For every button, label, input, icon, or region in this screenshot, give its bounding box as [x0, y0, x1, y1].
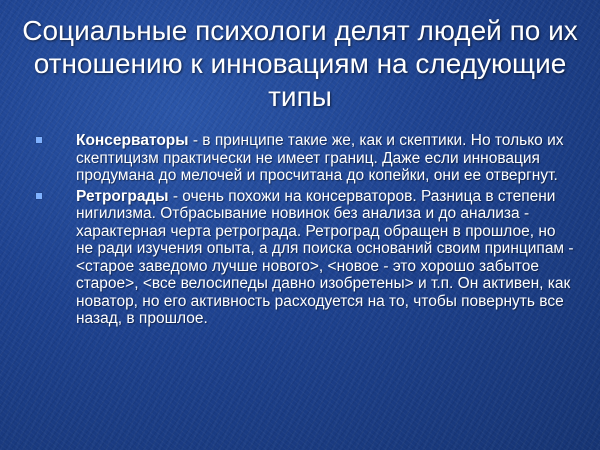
- square-bullet-icon: [36, 137, 42, 143]
- slide-title: Социальные психологи делят людей по их отношению к инновациям на следующие типы: [22, 15, 578, 112]
- term-retrogrades: Ретрограды: [76, 187, 169, 205]
- term-conservatives: Консерваторы: [76, 132, 189, 149]
- description-retrogrades: - очень похожи на консерваторов. Разница в степени нигилизма. Отбрасывание новинок без анализа и до анализа - характерная черта ретроградa. Ретроград обращен в прошлое, но не ради изучения опыта, а для поиска оснований своим принципам - <старое заведомо лучше нового>, <новое - это хорошо забытое старое>, <все велосипеды давно изобретены> и т.п. Он активен, как новатор, но его активность расходуется на то, чтобы повернуть все назад, в прошлое.: [76, 187, 574, 327]
- bullet-list: [36, 132, 576, 331]
- description-conservatives: - в принципе такие же, как и скептики. Но только их скептицизм практически не имеет границ. Даже если инновация продумана до мелочей и просчитана до копейки, они ее отвергнут.: [76, 132, 564, 184]
- list-item-retrogrades: [36, 188, 576, 328]
- list-item-conservatives: [36, 132, 576, 185]
- square-bullet-icon: [36, 193, 42, 199]
